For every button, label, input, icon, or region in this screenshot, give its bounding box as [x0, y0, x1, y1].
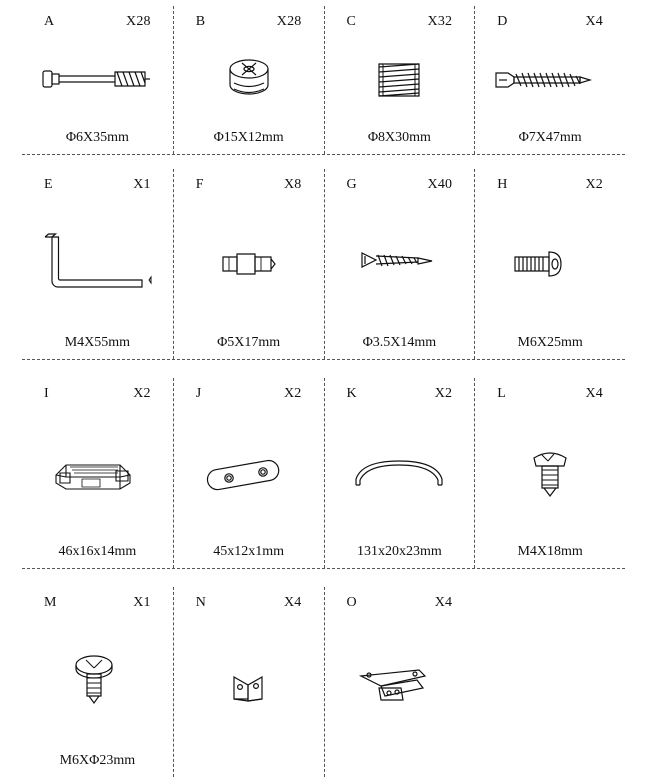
part-header-k	[325, 386, 475, 402]
part-letter-l: L	[497, 386, 507, 401]
part-qty-o: X4	[434, 595, 453, 610]
part-header-i	[22, 386, 173, 402]
part-letter-b: B	[195, 14, 206, 29]
part-dim-i: 46x16x14mm	[58, 544, 137, 559]
curved-handle-icon	[325, 402, 475, 544]
part-letter-m: M	[44, 595, 57, 610]
part-cell-c	[324, 6, 475, 154]
part-cell-i	[22, 378, 173, 568]
parts-row-1	[0, 6, 647, 154]
part-letter-c: C	[346, 14, 357, 29]
part-qty-a: X28	[126, 14, 151, 29]
part-letter-f: F	[195, 177, 204, 192]
part-qty-f: X8	[283, 177, 302, 192]
confirmat-screw-icon	[475, 30, 625, 130]
row-gap-1	[0, 155, 647, 169]
part-header-j	[174, 386, 324, 402]
part-letter-d: D	[497, 14, 508, 29]
part-header-g	[325, 177, 475, 193]
cam-lock-disc-icon	[174, 30, 324, 130]
row-gap-2	[0, 360, 647, 378]
part-dim-h: M6X25mm	[517, 335, 583, 350]
part-cell-n	[173, 587, 324, 777]
part-qty-n: X4	[283, 595, 302, 610]
part-cell-l	[474, 378, 625, 568]
wooden-dowel-icon	[325, 30, 475, 130]
part-qty-j: X2	[283, 386, 302, 401]
part-header-f	[174, 177, 324, 193]
part-qty-g: X40	[427, 177, 453, 192]
part-header-c	[325, 14, 475, 30]
part-cell-j	[173, 378, 324, 568]
row-gap-3	[0, 569, 647, 587]
part-dim-g: Φ3.5X14mm	[362, 335, 437, 350]
part-header-d	[475, 14, 625, 30]
parts-row-4	[0, 587, 647, 777]
part-header-b	[174, 14, 324, 30]
part-header-l	[475, 386, 625, 402]
part-letter-e: E	[44, 177, 53, 192]
part-header-e	[22, 177, 173, 193]
part-letter-j: J	[195, 386, 202, 401]
part-dim-j: 45x12x1mm	[213, 544, 285, 559]
part-qty-d: X4	[585, 14, 603, 29]
large-head-bolt-icon	[22, 611, 173, 753]
flat-link-plate-icon	[174, 402, 324, 544]
part-dim-m: M6XΦ23mm	[59, 753, 136, 768]
cam-bolt-icon	[22, 30, 173, 130]
part-qty-l: X4	[585, 386, 603, 401]
part-header-m	[22, 595, 173, 611]
allen-key-icon	[22, 193, 173, 335]
part-letter-a: A	[44, 14, 55, 29]
part-cell-empty	[474, 587, 625, 777]
part-dim-k: 131x20x23mm	[356, 544, 442, 559]
part-header-o	[325, 595, 475, 611]
part-qty-k: X2	[434, 386, 453, 401]
corner-bracket-icon	[174, 611, 324, 769]
machine-screw-icon	[475, 193, 625, 335]
part-qty-e: X1	[133, 177, 151, 192]
part-qty-m: X1	[133, 595, 151, 610]
parts-row-2	[0, 169, 647, 359]
part-dim-l: M4X18mm	[517, 544, 583, 559]
part-dim-c: Φ8X30mm	[367, 130, 431, 145]
part-qty-c: X32	[427, 14, 453, 29]
connector-block-icon	[22, 402, 173, 544]
part-qty-h: X2	[585, 177, 603, 192]
part-letter-k: K	[346, 386, 357, 401]
part-letter-n: N	[195, 595, 207, 610]
part-cell-f	[173, 169, 324, 359]
part-cell-h	[474, 169, 625, 359]
parts-row-3	[0, 378, 647, 568]
part-cell-e	[22, 169, 173, 359]
part-header-h	[475, 177, 625, 193]
pan-head-bolt-icon	[475, 402, 625, 544]
part-dim-f: Φ5X17mm	[217, 335, 281, 350]
part-letter-g: G	[346, 177, 357, 192]
part-qty-b: X28	[276, 14, 302, 29]
wood-screw-icon	[325, 193, 475, 335]
part-cell-k	[324, 378, 475, 568]
part-letter-h: H	[497, 177, 508, 192]
part-cell-o	[324, 587, 475, 777]
part-header-a	[22, 14, 173, 30]
part-dim-b: Φ15X12mm	[213, 130, 284, 145]
part-cell-d	[474, 6, 625, 154]
part-cell-b	[173, 6, 324, 154]
part-dim-e: M4X55mm	[64, 335, 131, 350]
metal-pin-icon	[174, 193, 324, 335]
part-cell-g	[324, 169, 475, 359]
part-cell-m	[22, 587, 173, 777]
part-header-n	[174, 595, 324, 611]
part-cell-a	[22, 6, 173, 154]
part-dim-a: Φ6X35mm	[65, 130, 129, 145]
t-bracket-icon	[325, 611, 475, 769]
part-letter-o: O	[346, 595, 357, 610]
part-qty-i: X2	[133, 386, 151, 401]
part-letter-i: I	[44, 386, 49, 401]
part-dim-d: Φ7X47mm	[518, 130, 582, 145]
